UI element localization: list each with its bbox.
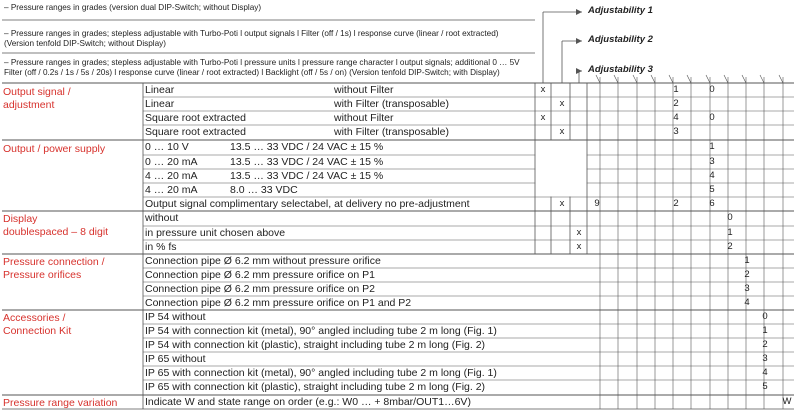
code-column-tick: [596, 75, 600, 83]
row-filter: with Filter (transposable): [334, 98, 449, 110]
order-code: 6: [709, 198, 715, 209]
order-code: 4: [673, 112, 679, 123]
order-code: 5: [709, 184, 715, 195]
code-column-tick: [706, 75, 710, 83]
code-column-tick: [760, 75, 764, 83]
order-code: 1: [744, 255, 750, 266]
row-spec: 13.5 … 33 VDC / 24 VAC ± 15 %: [230, 141, 384, 153]
order-code: 0: [709, 84, 715, 95]
extra-code: 9: [594, 198, 600, 209]
note-line: – Pressure ranges in grades; stepless adjustable with Turbo-Poti l output signals l Filter (off / 1s) l response curve (linear / root extracted): [4, 29, 499, 38]
code-column-tick: [614, 75, 618, 83]
order-code: 2: [762, 339, 768, 350]
order-code: 4: [744, 297, 750, 308]
order-code: 4: [762, 367, 768, 378]
row-label: Square root extracted: [145, 112, 246, 124]
row-label: IP 65 without: [145, 353, 206, 365]
code-column-tick: [669, 75, 673, 83]
row-label: Connection pipe Ø 6.2 mm pressure orifice on P1: [145, 269, 375, 281]
order-code: 1: [709, 141, 715, 152]
row-label: Connection pipe Ø 6.2 mm pressure orifice on P1 and P2: [145, 297, 412, 309]
code-column-tick: [724, 75, 728, 83]
order-code: 2: [744, 269, 750, 280]
row-label: IP 54 with connection kit (metal), 90° angled including tube 2 m long (Fig. 1): [145, 325, 497, 337]
row-label: without: [145, 212, 179, 224]
row-filter: without Filter: [334, 84, 394, 96]
adjustability-mark: x: [559, 98, 565, 109]
row-label: Connection pipe Ø 6.2 mm pressure orifice on P2: [145, 283, 375, 295]
section-title: Pressure orifices: [3, 269, 82, 281]
row-label: 0 … 20 mA: [145, 156, 198, 168]
order-code: 1: [762, 325, 768, 336]
code-column-tick: [687, 75, 691, 83]
row-label: in % fs: [145, 241, 177, 253]
order-code: 4: [709, 170, 715, 181]
section-title: Display: [3, 213, 38, 225]
order-code: 2: [673, 198, 679, 209]
row-label: Linear: [145, 98, 175, 110]
row-label: 4 … 20 mA: [145, 184, 198, 196]
arrow-icon: [576, 9, 582, 15]
row-filter: without Filter: [334, 112, 394, 124]
order-code: 0: [762, 311, 768, 322]
adjustability-label: Adjustability 3: [588, 64, 653, 75]
adjustability-mark: x: [540, 84, 546, 95]
row-spec: 13.5 … 33 VDC / 24 VAC ± 15 %: [230, 170, 384, 182]
adjustability-mark: x: [559, 126, 565, 137]
arrow-icon: [576, 38, 582, 44]
note-line: – Pressure ranges in grades; stepless adjustable with Turbo-Poti l pressure units l pressure range character l output signals; additional 0 … 5V: [4, 58, 520, 67]
row-label: IP 65 with connection kit (metal), 90° angled including tube 2 m long (Fig. 1): [145, 367, 497, 379]
code-column-tick: [633, 75, 637, 83]
adjustability-label: Adjustability 1: [588, 5, 653, 16]
note-line: (Version tenfold DIP-Switch; without Display): [4, 39, 166, 48]
code-column-tick: [742, 75, 746, 83]
row-filter: with Filter (transposable): [334, 126, 449, 138]
blank-cell-block: [536, 141, 587, 197]
code-column-tick: [651, 75, 655, 83]
row-label: Connection pipe Ø 6.2 mm without pressure orifice: [145, 255, 381, 267]
order-code: 1: [673, 84, 679, 95]
row-label: IP 65 with connection kit (plastic), straight including tube 2 m long (Fig. 2): [145, 381, 486, 393]
section-title: Pressure range variation: [3, 397, 118, 409]
row-label: Output signal complimentary selectabel, at delivery no pre-adjustment: [145, 198, 470, 210]
adjustability-mark: x: [576, 241, 582, 252]
code-column-tick: [779, 75, 783, 83]
order-code: 0: [727, 212, 733, 223]
order-code: 2: [727, 241, 733, 252]
adjustability-mark: x: [576, 227, 582, 238]
note-line: Filter (off / 0.2s / 1s / 5s / 20s) l response curve (linear / root extracted) l Backlight (off / 5s / on) (Version tenfold DIP-Switch; with Display): [4, 68, 500, 77]
section-title: Output / power supply: [3, 143, 106, 155]
row-spec: 8.0 … 33 VDC: [230, 184, 298, 196]
section-title: Connection Kit: [3, 325, 72, 337]
adjustability-mark: x: [540, 112, 546, 123]
order-code: 5: [762, 381, 768, 392]
row-label: 0 … 10 V: [145, 141, 189, 153]
row-label: Linear: [145, 84, 175, 96]
row-label: Indicate W and state range on order (e.g.: W0 … + 8mbar/OUT1…6V): [145, 396, 471, 408]
row-label: in pressure unit chosen above: [145, 227, 286, 239]
adjustability-mark: x: [559, 198, 565, 209]
section-title: adjustment: [3, 99, 55, 111]
section-title: Pressure connection /: [3, 256, 105, 268]
order-code: 3: [744, 283, 750, 294]
section-title: doublespaced – 8 digit: [3, 226, 109, 238]
adjustability-label: Adjustability 2: [588, 34, 653, 45]
order-code: 2: [673, 98, 679, 109]
row-label: Square root extracted: [145, 126, 246, 138]
note-line: – Pressure ranges in grades (version dual DIP-Switch; without Display): [4, 3, 262, 12]
section-title: Output signal /: [3, 86, 71, 98]
row-label: IP 54 with connection kit (plastic), straight including tube 2 m long (Fig. 2): [145, 339, 486, 351]
order-code: 3: [762, 353, 768, 364]
row-label: IP 54 without: [145, 311, 206, 323]
section-title: Accessories /: [3, 312, 66, 324]
order-code: 3: [709, 156, 715, 167]
order-code: 0: [709, 112, 715, 123]
row-spec: 13.5 … 33 VDC / 24 VAC ± 15 %: [230, 156, 384, 168]
order-code: W: [782, 396, 792, 407]
order-code: 3: [673, 126, 679, 137]
row-label: 4 … 20 mA: [145, 170, 198, 182]
order-code: 1: [727, 227, 733, 238]
